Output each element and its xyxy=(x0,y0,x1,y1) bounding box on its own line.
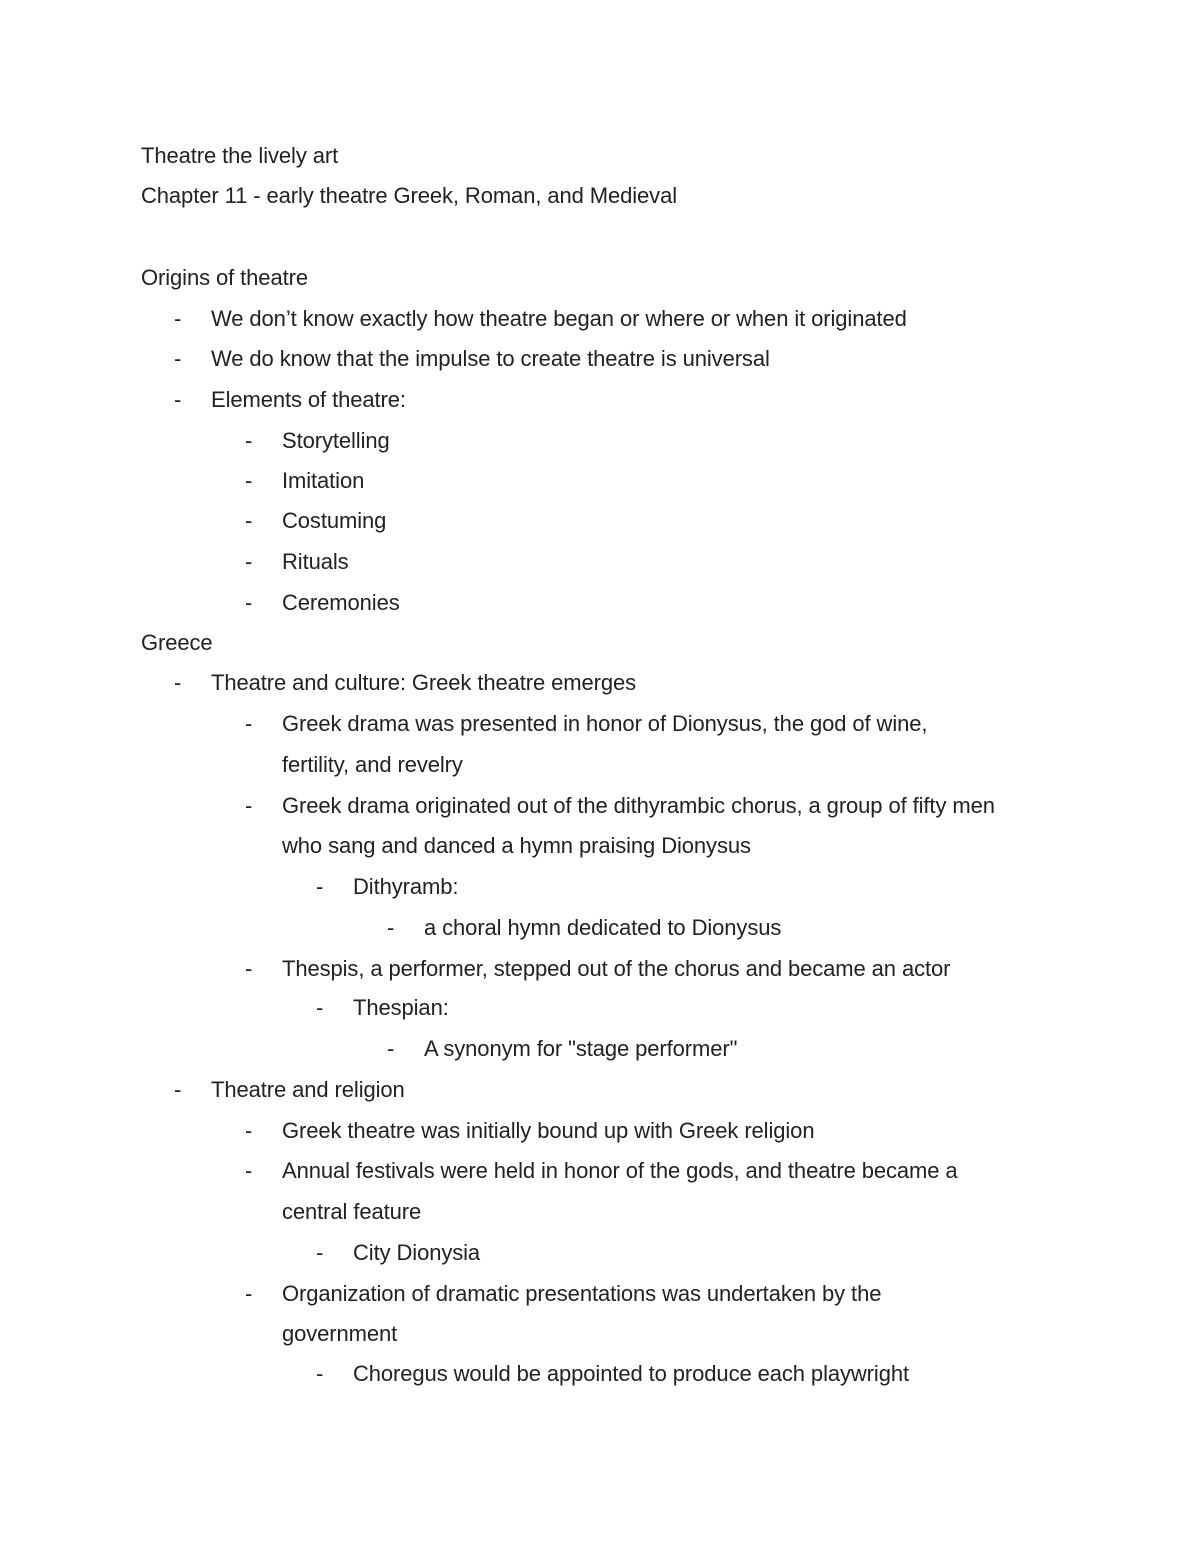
list-item: Ceremonies xyxy=(282,590,400,615)
bullet-dash: - xyxy=(245,428,253,453)
section-heading-origins: Origins of theatre xyxy=(141,265,308,290)
bullet-dash: - xyxy=(245,711,253,736)
bullet-dash: - xyxy=(174,387,182,412)
bullet-dash: - xyxy=(387,1036,395,1061)
list-item: Greek drama originated out of the dithyrambic chorus, a group of fifty men xyxy=(282,793,995,818)
bullet-dash: - xyxy=(174,670,182,695)
list-item: Rituals xyxy=(282,549,349,574)
bullet-dash: - xyxy=(245,793,253,818)
list-item: Dithyramb: xyxy=(353,874,459,899)
list-item: A synonym for "stage performer" xyxy=(424,1036,738,1061)
list-item: Imitation xyxy=(282,468,365,493)
list-item: Choregus would be appointed to produce each playwright xyxy=(353,1361,909,1386)
list-item: Theatre and religion xyxy=(211,1077,405,1102)
bullet-dash: - xyxy=(245,956,253,981)
list-item-continuation: government xyxy=(282,1321,398,1346)
bullet-dash: - xyxy=(245,1118,253,1143)
list-item: City Dionysia xyxy=(353,1240,481,1265)
bullet-dash: - xyxy=(174,306,182,331)
list-item-continuation: central feature xyxy=(282,1199,422,1224)
bullet-dash: - xyxy=(245,508,253,533)
list-item: We do know that the impulse to create theatre is universal xyxy=(211,346,770,371)
list-item: Thespian: xyxy=(353,995,449,1020)
list-item: Theatre and culture: Greek theatre emerges xyxy=(211,670,637,695)
list-item-continuation: who sang and danced a hymn praising Dionysus xyxy=(282,833,751,858)
bullet-dash: - xyxy=(316,1361,324,1386)
bullet-dash: - xyxy=(245,468,253,493)
bullet-dash: - xyxy=(245,590,253,615)
list-item: Storytelling xyxy=(282,428,390,453)
list-item: Costuming xyxy=(282,508,387,533)
list-item: We don’t know exactly how theatre began or where or when it originated xyxy=(211,306,907,331)
bullet-dash: - xyxy=(316,874,324,899)
bullet-dash: - xyxy=(174,346,182,371)
list-item: Elements of theatre: xyxy=(211,387,406,412)
bullet-dash: - xyxy=(387,915,395,940)
list-item: Greek theatre was initially bound up with Greek religion xyxy=(282,1118,815,1143)
document-title: Theatre the lively art xyxy=(141,143,339,168)
list-item: Thespis, a performer, stepped out of the chorus and became an actor xyxy=(282,956,951,981)
bullet-dash: - xyxy=(174,1077,182,1102)
list-item-continuation: fertility, and revelry xyxy=(282,752,463,777)
section-heading-greece: Greece xyxy=(141,630,213,655)
bullet-dash: - xyxy=(245,1281,253,1306)
list-item: Organization of dramatic presentations was undertaken by the xyxy=(282,1281,882,1306)
bullet-dash: - xyxy=(245,549,253,574)
bullet-dash: - xyxy=(245,1158,253,1183)
list-item: Greek drama was presented in honor of Dionysus, the god of wine, xyxy=(282,711,928,736)
bullet-dash: - xyxy=(316,995,324,1020)
list-item: a choral hymn dedicated to Dionysus xyxy=(424,915,782,940)
bullet-dash: - xyxy=(316,1240,324,1265)
chapter-heading: Chapter 11 - early theatre Greek, Roman, and Medieval xyxy=(141,183,678,208)
list-item: Annual festivals were held in honor of the gods, and theatre became a xyxy=(282,1158,958,1183)
